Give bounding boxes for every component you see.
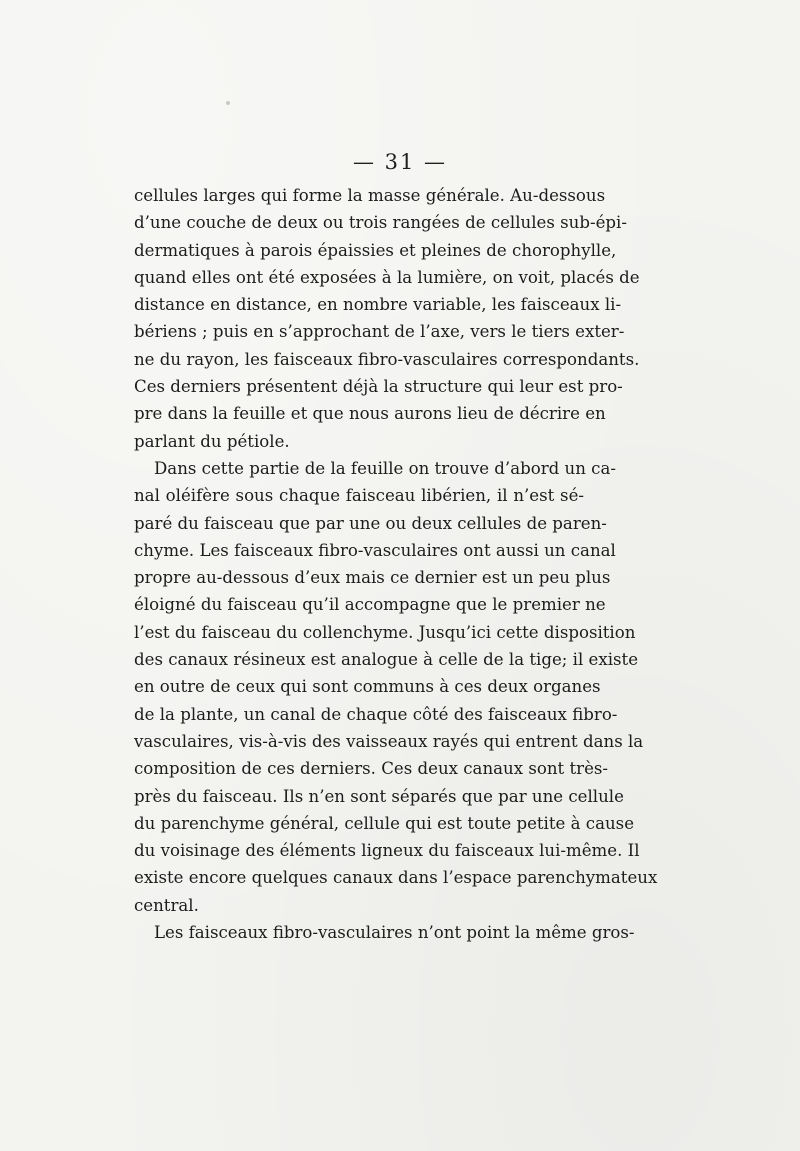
text-line: en outre de ceux qui sont communs à ces deux organes <box>134 677 601 697</box>
text-line: nal oléifère sous chaque faisceau libérien, il n’est sé- <box>134 486 584 506</box>
text-line: dermatiques à parois épaissies et pleines de chorophylle, <box>134 240 617 260</box>
text-line: des canaux résineux est analogue à celle de la tige; il existe <box>134 650 639 670</box>
page-number: — 31 — <box>352 150 448 174</box>
text-line: bériens ; puis en s’approchant de l’axe, vers le tiers exter- <box>134 322 625 342</box>
text-line: composition de ces derniers. Ces deux canaux sont très- <box>134 759 609 779</box>
text-line: quand elles ont été exposées à la lumière, on voit, placés de <box>134 267 640 287</box>
text-line: propre au-dessous d’eux mais ce dernier est un peu plus <box>134 568 611 588</box>
text-line: du voisinage des éléments ligneux du faisceaux lui-même. Il <box>134 841 640 861</box>
text-line: éloigné du faisceau qu’il accompagne que le premier ne <box>134 595 606 615</box>
text-line: vasculaires, vis-à-vis des vaisseaux rayés qui entrent dans la <box>134 731 644 751</box>
text-line: du parenchyme général, cellule qui est toute petite à cause <box>134 813 635 833</box>
text-line: chyme. Les faisceaux fibro-vasculaires ont aussi un canal <box>134 540 616 560</box>
text-line: près du faisceau. Ils n’en sont séparés que par une cellule <box>134 786 624 806</box>
text-line: ne du rayon, les faisceaux fibro-vasculaires correspondants. <box>134 349 640 369</box>
text-line: cellules larges qui forme la masse générale. Au-dessous <box>134 186 606 205</box>
text-line: paré du faisceau que par une ou deux cellules de paren- <box>134 513 607 533</box>
text-line: Les faisceaux fibro-vasculaires n’ont point la même gros- <box>154 923 635 943</box>
text-line: l’est du faisceau du collenchyme. Jusqu’ici cette disposition <box>134 622 636 642</box>
text-line: d’une couche de deux ou trois rangées de cellules sub-épi- <box>134 213 627 233</box>
text-line: de la plante, un canal de chaque côté des faisceaux fibro- <box>134 704 618 724</box>
text-line: central. <box>134 895 199 915</box>
text-line: Ces derniers présentent déjà la structure qui leur est pro- <box>134 377 623 397</box>
paper-speck <box>226 101 230 105</box>
text-line: Dans cette partie de la feuille on trouve d’abord un ca- <box>154 458 616 478</box>
text-line: distance en distance, en nombre variable, les faisceaux li- <box>134 295 622 315</box>
text-line: pre dans la feuille et que nous aurons lieu de décrire en <box>134 404 606 424</box>
text-line: existe encore quelques canaux dans l’espace parenchymateux <box>134 868 658 888</box>
body-text <box>134 182 658 946</box>
text-line: parlant du pétiole. <box>134 431 290 451</box>
